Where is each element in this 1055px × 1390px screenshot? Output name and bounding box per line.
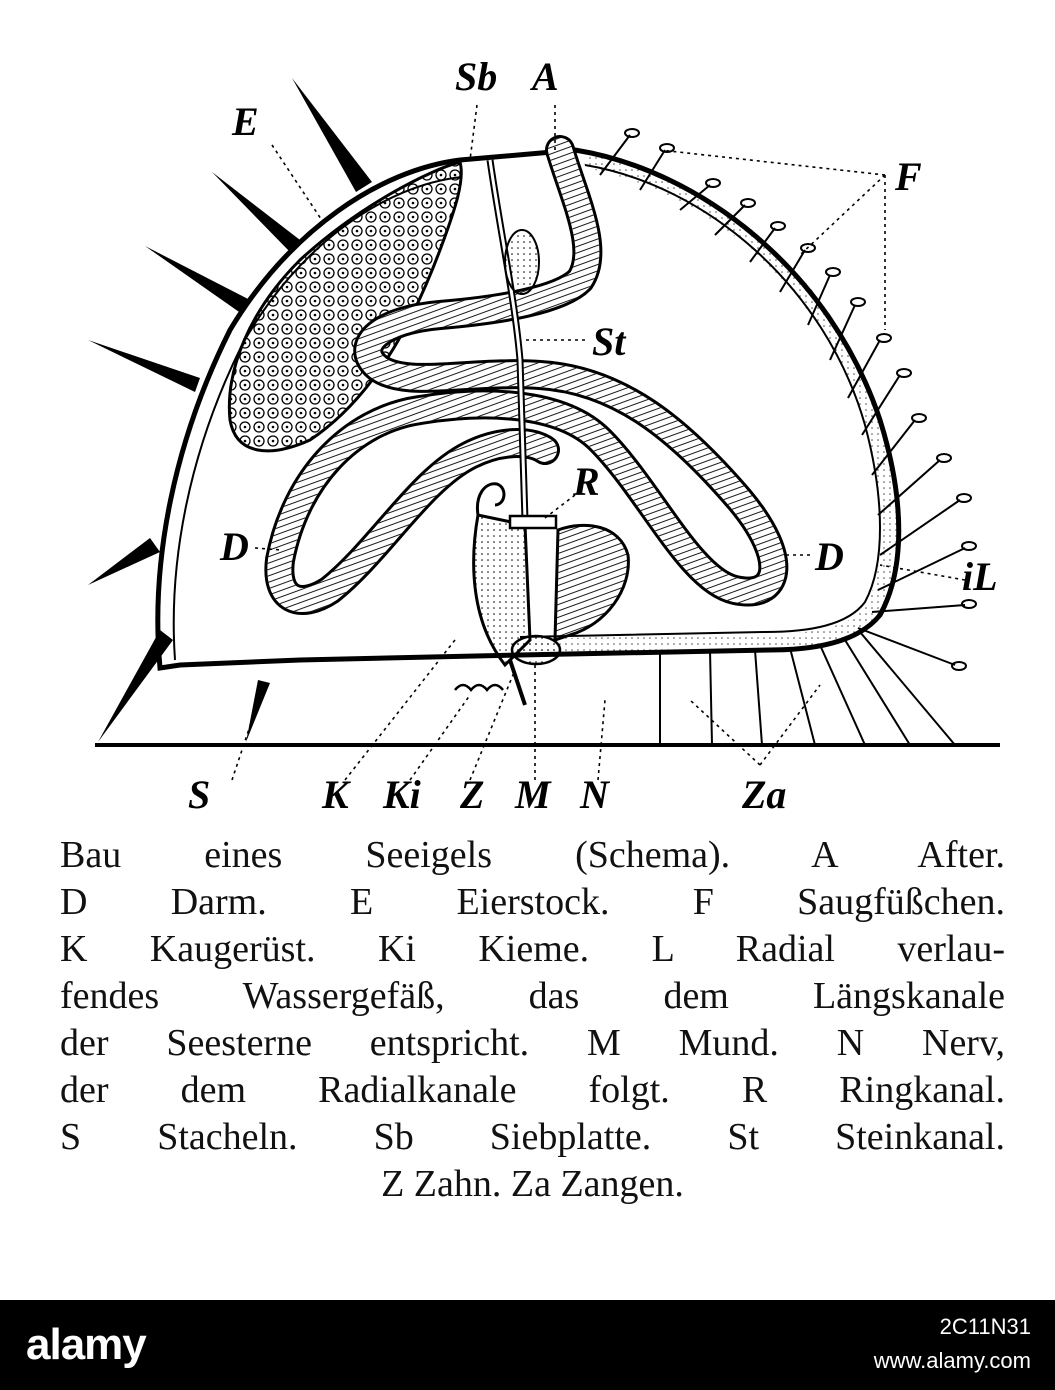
caption-line: Bau eines Seeigels (Schema). A After. (60, 834, 1005, 876)
label-sb: Sb (455, 54, 498, 99)
caption-line: fendes Wassergefäß, das dem Längskanale (60, 975, 1005, 1017)
label-n: N (580, 772, 609, 817)
caption-line: Z Zahn. Za Zangen. (381, 1163, 684, 1205)
lantern-curl (477, 484, 504, 515)
label-st: St (592, 319, 626, 364)
label-d-left: D (220, 524, 249, 569)
brand-logo: alamy (26, 1320, 146, 1369)
caption-line: D Darm. E Eierstock. F Saugfüßchen. (60, 881, 1005, 923)
label-e: E (232, 99, 259, 144)
stone-canal (490, 160, 525, 520)
site-url: www.alamy.com (873, 1348, 1031, 1373)
label-f: F (895, 154, 922, 199)
heart-gland (505, 230, 539, 294)
label-z: Z (460, 772, 485, 817)
caption-line: der dem Radialkanale folgt. R Ringkanal. (60, 1069, 1005, 1111)
label-s: S (188, 772, 211, 817)
label-k: K (322, 772, 349, 817)
label-il: iL (962, 554, 998, 599)
ring-canal (510, 516, 556, 528)
caption-line: S Stacheln. Sb Siebplatte. St Steinkanal. (60, 1116, 1005, 1158)
tooth (510, 660, 525, 705)
figure-caption (60, 832, 1005, 1208)
watermark-footer (0, 1300, 1055, 1390)
image-id: 2C11N31 (939, 1314, 1031, 1339)
label-d-right: D (815, 534, 844, 579)
gill (455, 685, 503, 690)
mouth (512, 636, 560, 664)
label-ki: Ki (383, 772, 421, 817)
label-m: M (515, 772, 551, 817)
tube-feet (600, 129, 976, 670)
caption-line: K Kaugerüst. Ki Kieme. L Radial verlau- (60, 928, 1005, 970)
lantern-right (555, 525, 628, 640)
label-r: R (573, 459, 600, 504)
label-a: A (532, 54, 559, 99)
label-za: Za (742, 772, 787, 817)
caption-line: der Seesterne entspricht. M Mund. N Nerv, (60, 1022, 1005, 1064)
